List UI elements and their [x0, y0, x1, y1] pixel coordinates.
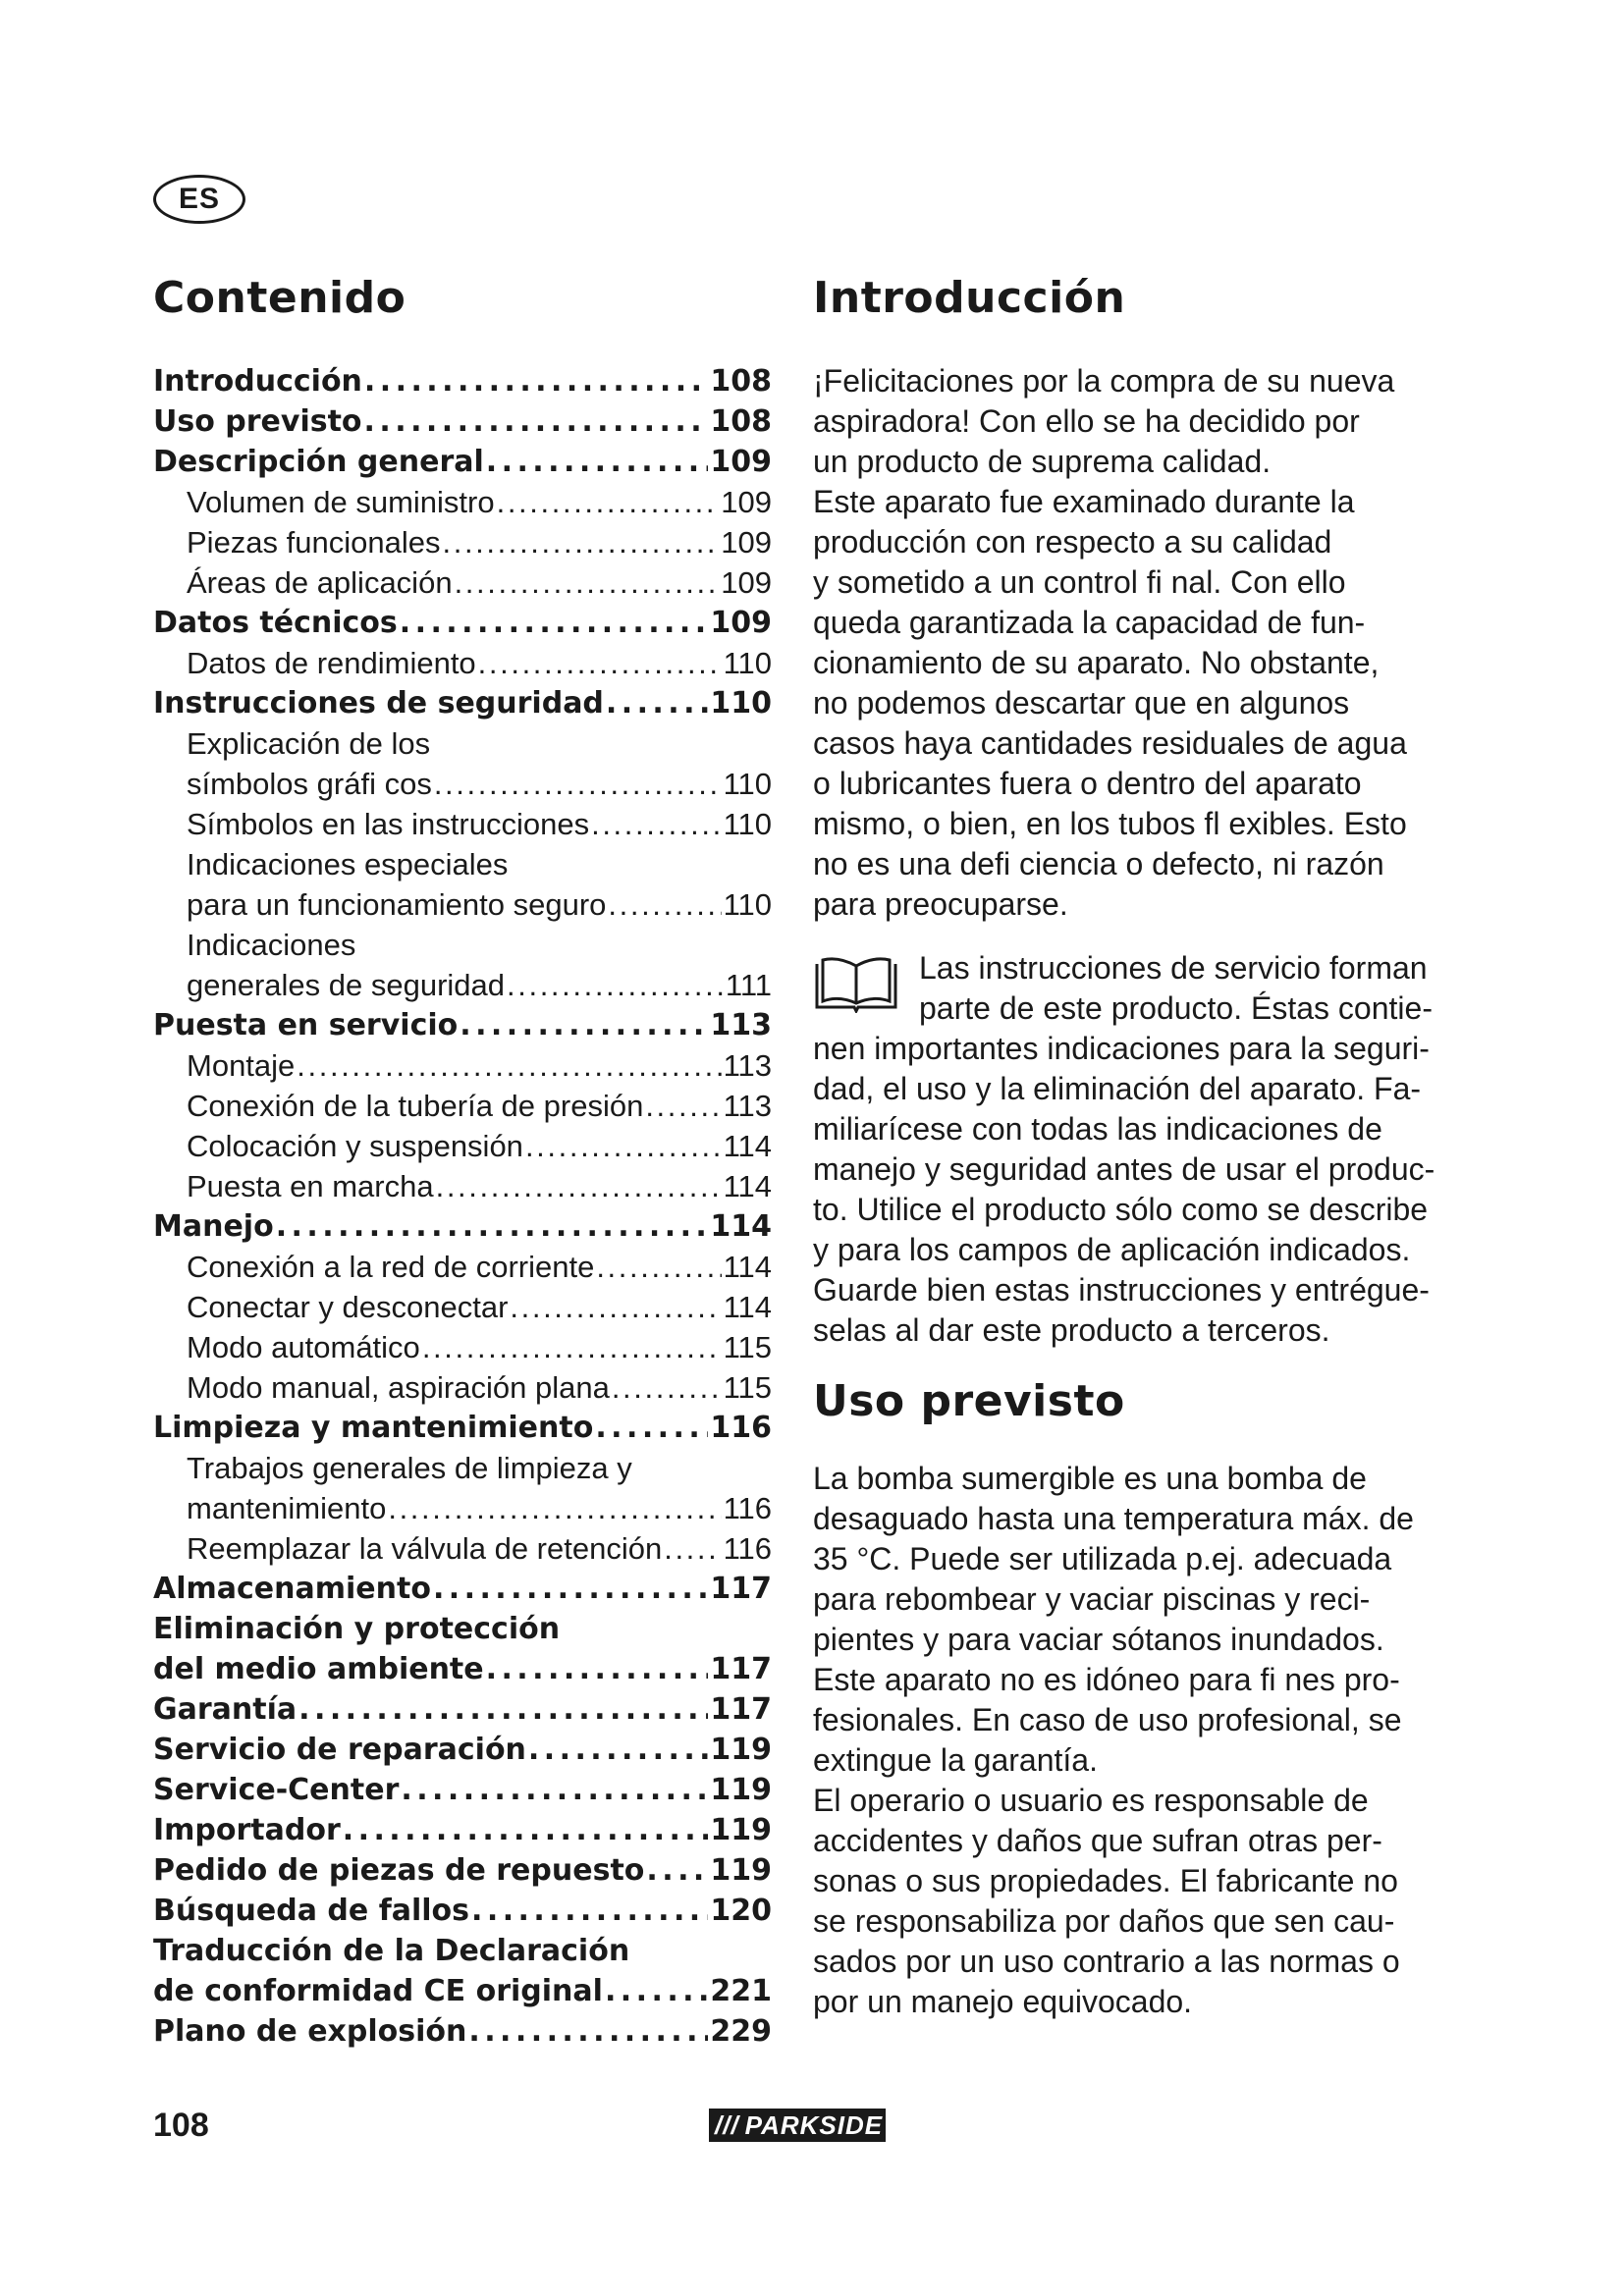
- toc-entry-page: 109: [710, 606, 772, 640]
- toc-entry: [153, 1931, 772, 1971]
- text-line: ¡Felicitaciones por la compra de su nueva: [813, 363, 1395, 399]
- toc-entry-page: 113: [723, 1048, 772, 1083]
- toc-entry-page: 229: [710, 2014, 772, 2049]
- toc-entry: [153, 562, 772, 603]
- toc-entry: [153, 1569, 772, 1609]
- toc-leader-dots: [596, 1247, 721, 1287]
- toc-entry-page: 114: [723, 1250, 772, 1284]
- toc-entry: [153, 401, 772, 442]
- introduction-title: Introducción: [813, 273, 1126, 323]
- toc-entry-title: Indicaciones especiales: [187, 847, 509, 881]
- text-line: pientes y para vaciar sótanos inundados.: [813, 1622, 1384, 1657]
- toc-entry-title: Pedido de piezas de repuesto: [153, 1853, 645, 1888]
- toc-leader-dots: [400, 603, 709, 643]
- toc-entry-page: 108: [710, 364, 772, 399]
- text-line: Guarde bien estas instrucciones y entrégue-: [813, 1272, 1430, 1308]
- toc-entry: [153, 1327, 772, 1367]
- toc-entry: [153, 361, 772, 401]
- toc-entry-title: mantenimiento: [187, 1491, 387, 1525]
- toc-entry-page: 117: [710, 1572, 772, 1606]
- safety-note: [813, 948, 1441, 1351]
- toc-leader-dots: [528, 1730, 708, 1770]
- logo-text: PARKSIDE: [744, 2109, 884, 2140]
- toc-entry: [153, 603, 772, 643]
- text-line: nen importantes indicaciones para la seguri-: [813, 1031, 1430, 1066]
- toc-entry: [153, 1770, 772, 1810]
- toc-entry: [153, 522, 772, 562]
- toc-entry: [153, 1448, 772, 1488]
- text-line: un producto de suprema calidad.: [813, 444, 1272, 479]
- toc-entry: [153, 1488, 772, 1528]
- text-line: Las instrucciones de servicio forman: [919, 950, 1428, 986]
- toc-entry-title: Introducción: [153, 364, 362, 399]
- text-line: desaguado hasta una temperatura máx. de: [813, 1501, 1414, 1536]
- toc-leader-dots: [612, 1367, 722, 1408]
- text-line: por un manejo equivocado.: [813, 1984, 1193, 2019]
- toc-entry-page: 115: [723, 1370, 772, 1405]
- toc-leader-dots: [434, 764, 722, 804]
- toc-leader-dots: [468, 2011, 708, 2052]
- toc-leader-dots: [606, 683, 708, 723]
- text-line: o lubricantes fuera o dentro del aparato: [813, 766, 1362, 801]
- toc-entry-page: 111: [725, 968, 772, 1002]
- toc-entry-title: Búsqueda de fallos: [153, 1894, 470, 1928]
- toc-entry-page: 108: [710, 404, 772, 439]
- toc-entry-page: 119: [710, 1773, 772, 1807]
- text-line: Este aparato no es idóneo para fi nes pro-: [813, 1662, 1400, 1697]
- toc-entry: [153, 1408, 772, 1448]
- text-line: fesionales. En caso de uso profesional, se: [813, 1702, 1402, 1737]
- toc-entry-page: 110: [723, 807, 772, 841]
- text-line: para rebombear y vaciar piscinas y reci-: [813, 1581, 1371, 1617]
- toc-entry: [153, 1045, 772, 1086]
- toc-entry: [153, 1126, 772, 1166]
- toc-entry-page: 109: [721, 485, 772, 519]
- toc-entry: [153, 884, 772, 925]
- toc-entry-title: Piezas funcionales: [187, 525, 441, 560]
- toc-entry: [153, 1609, 772, 1649]
- toc-entry: [153, 1891, 772, 1931]
- text-line: selas al dar este producto a terceros.: [813, 1312, 1330, 1348]
- toc-leader-dots: [455, 562, 720, 603]
- toc-entry-title: Conexión a la red de corriente: [187, 1250, 595, 1284]
- toc-entry-title: generales de seguridad: [187, 968, 506, 1002]
- text-line: accidentes y daños que sufran otras per-: [813, 1823, 1382, 1858]
- toc-entry-page: 109: [721, 525, 772, 560]
- toc-leader-dots: [433, 1569, 708, 1609]
- toc-leader-dots: [486, 442, 709, 482]
- text-line: aspiradora! Con ello se ha decidido por: [813, 403, 1360, 439]
- toc-entry: [153, 764, 772, 804]
- toc-entry-title: Símbolos en las instrucciones: [187, 807, 590, 841]
- toc-entry-page: 119: [710, 1813, 772, 1847]
- toc-entry-title: Importador: [153, 1813, 341, 1847]
- toc-entry-title: Limpieza y mantenimiento: [153, 1411, 594, 1445]
- toc-leader-dots: [478, 643, 722, 683]
- toc-entry: [153, 1810, 772, 1850]
- toc-entry: [153, 1971, 772, 2011]
- intended-use-title: Uso previsto: [813, 1376, 1125, 1426]
- text-line: sonas o sus propiedades. El fabricante no: [813, 1863, 1398, 1898]
- toc-leader-dots: [510, 1287, 721, 1327]
- text-line: no es una defi ciencia o defecto, ni razón: [813, 846, 1384, 881]
- toc-entry-page: 117: [710, 1692, 772, 1727]
- toc-entry-title: del medio ambiente: [153, 1652, 484, 1686]
- text-line: dad, el uso y la eliminación del aparato. Fa-: [813, 1071, 1422, 1106]
- toc-entry-page: 115: [723, 1330, 772, 1364]
- toc-entry: [153, 482, 772, 522]
- contents-title: Contenido: [153, 273, 406, 323]
- text-line: cionamiento de su aparato. No obstante,: [813, 645, 1380, 680]
- toc-entry: [153, 965, 772, 1005]
- toc-entry-title: Almacenamiento: [153, 1572, 431, 1606]
- toc-entry-title: Service-Center: [153, 1773, 400, 1807]
- text-line: no podemos descartar que en algunos: [813, 685, 1350, 721]
- toc-entry-title: Garantía: [153, 1692, 298, 1727]
- toc-entry-title: Conectar y desconectar: [187, 1290, 509, 1324]
- toc-entry: [153, 723, 772, 764]
- toc-leader-dots: [645, 1086, 721, 1126]
- introduction-paragraph: [813, 361, 1441, 925]
- toc-entry-title: Traducción de la Declaración: [153, 1934, 630, 1968]
- toc-entry-title: Instrucciones de seguridad: [153, 686, 604, 721]
- toc-leader-dots: [364, 401, 709, 442]
- toc-leader-dots: [276, 1206, 709, 1247]
- toc-leader-dots: [436, 1166, 722, 1206]
- toc-entry: [153, 804, 772, 844]
- toc-leader-dots: [525, 1126, 722, 1166]
- toc-entry-title: Datos técnicos: [153, 606, 398, 640]
- toc-entry-title: Descripción general: [153, 445, 484, 479]
- text-line: sados por un uso contrario a las normas o: [813, 1944, 1400, 1979]
- toc-entry: [153, 643, 772, 683]
- text-column: [813, 267, 1441, 2022]
- toc-entry: [153, 1247, 772, 1287]
- toc-leader-dots: [608, 884, 721, 925]
- toc-entry-page: 110: [723, 887, 772, 922]
- toc-entry-title: Indicaciones: [187, 928, 356, 962]
- language-badge: ES: [153, 175, 245, 224]
- toc-entry-title: Explicación de los: [187, 726, 431, 761]
- toc-entry-page: 116: [723, 1531, 772, 1566]
- toc-entry-title: Trabajos generales de limpieza y: [187, 1451, 632, 1485]
- text-line: La bomba sumergible es una bomba de: [813, 1461, 1367, 1496]
- toc-entry: [153, 1528, 772, 1569]
- toc-entry-page: 117: [710, 1652, 772, 1686]
- logo-slashes: ///: [715, 2109, 739, 2140]
- text-line: El operario o usuario es responsable de: [813, 1783, 1369, 1818]
- toc-entry: [153, 1287, 772, 1327]
- intended-use-paragraph: [813, 1459, 1441, 2022]
- toc-entry-title: de conformidad CE original: [153, 1974, 603, 2008]
- toc-entry-page: 110: [723, 767, 772, 801]
- text-line: 35 °C. Puede ser utilizada p.ej. adecuada: [813, 1541, 1392, 1576]
- text-line: Este aparato fue examinado durante la: [813, 484, 1355, 519]
- toc-entry-page: 114: [723, 1169, 772, 1203]
- parkside-logo: [709, 2109, 886, 2142]
- toc-leader-dots: [497, 482, 720, 522]
- text-line: queda garantizada la capacidad de fun-: [813, 605, 1366, 640]
- toc-entry-title: Colocación y suspensión: [187, 1129, 523, 1163]
- toc-entry-page: 109: [710, 445, 772, 479]
- text-line: y para los campos de aplicación indicados.: [813, 1232, 1411, 1267]
- toc-entry-title: Volumen de suministro: [187, 485, 495, 519]
- toc-entry-page: 114: [723, 1290, 772, 1324]
- toc-entry: [153, 1649, 772, 1689]
- toc-entry: [153, 1367, 772, 1408]
- text-line: casos haya cantidades residuales de agua: [813, 725, 1407, 761]
- toc-entry: [153, 1086, 772, 1126]
- toc-entry-page: 110: [723, 646, 772, 680]
- toc-entry-page: 119: [710, 1733, 772, 1767]
- toc-leader-dots: [364, 361, 708, 401]
- toc-entry-title: Reemplazar la válvula de retención: [187, 1531, 663, 1566]
- toc-entry-title: Modo manual, aspiración plana: [187, 1370, 610, 1405]
- toc-entry: [153, 683, 772, 723]
- toc-entry: [153, 925, 772, 965]
- toc-entry: [153, 1166, 772, 1206]
- toc-entry-page: 110: [710, 686, 772, 721]
- text-line: to. Utilice el producto sólo como se describe: [813, 1192, 1429, 1227]
- text-line: mismo, o bien, en los tubos fl exibles. Esto: [813, 806, 1407, 841]
- toc-entry-title: Eliminación y protección: [153, 1612, 561, 1646]
- toc-entry-page: 109: [721, 565, 772, 600]
- contents-column: [153, 267, 772, 2052]
- toc-entry-title: Áreas de aplicación: [187, 565, 453, 600]
- toc-leader-dots: [460, 1005, 708, 1045]
- toc-leader-dots: [664, 1528, 721, 1569]
- toc-entry: [153, 442, 772, 482]
- toc-leader-dots: [507, 965, 724, 1005]
- text-line: miliarícese con todas las indicaciones de: [813, 1111, 1382, 1147]
- toc-entry-title: Datos de rendimiento: [187, 646, 476, 680]
- toc-entry-title: Conexión de la tubería de presión: [187, 1089, 644, 1123]
- toc-entry-title: Plano de explosión: [153, 2014, 467, 2049]
- toc-entry-title: para un funcionamiento seguro: [187, 887, 607, 922]
- toc-entry: [153, 1850, 772, 1891]
- toc-entry: [153, 2011, 772, 2052]
- toc-leader-dots: [591, 804, 721, 844]
- text-line: manejo y seguridad antes de usar el produc-: [813, 1151, 1435, 1187]
- toc-leader-dots: [605, 1971, 708, 2011]
- toc-leader-dots: [646, 1850, 708, 1891]
- toc-entry-page: 114: [723, 1129, 772, 1163]
- toc-entry-page: 113: [723, 1089, 772, 1123]
- text-line: y sometido a un control fi nal. Con ello: [813, 564, 1346, 600]
- toc-entry-title: Manejo: [153, 1209, 274, 1244]
- toc-entry: [153, 1730, 772, 1770]
- toc-entry: [153, 1206, 772, 1247]
- toc-entry: [153, 1689, 772, 1730]
- text-line: para preocuparse.: [813, 886, 1068, 922]
- note-paragraph: [813, 948, 1441, 1351]
- toc-leader-dots: [401, 1770, 708, 1810]
- toc-leader-dots: [471, 1891, 708, 1931]
- text-line: producción con respecto a su calidad: [813, 524, 1332, 560]
- toc-entry-page: 120: [710, 1894, 772, 1928]
- toc-entry: [153, 844, 772, 884]
- toc-leader-dots: [595, 1408, 708, 1448]
- toc-entry-page: 116: [710, 1411, 772, 1445]
- toc-leader-dots: [298, 1689, 708, 1730]
- book-icon: [813, 954, 899, 1013]
- page-number: 108: [153, 2107, 209, 2144]
- toc-entry-page: 113: [710, 1008, 772, 1042]
- toc-leader-dots: [422, 1327, 722, 1367]
- text-line: se responsabiliza por daños que sen cau-: [813, 1903, 1395, 1939]
- toc-leader-dots: [388, 1488, 721, 1528]
- toc-entry-title: Uso previsto: [153, 404, 362, 439]
- toc-entry-page: 114: [710, 1209, 772, 1244]
- toc-entry-page: 221: [710, 1974, 772, 2008]
- toc-entry-page: 116: [723, 1491, 772, 1525]
- toc-entry-title: Modo automático: [187, 1330, 420, 1364]
- toc-entry-title: Puesta en servicio: [153, 1008, 459, 1042]
- toc-leader-dots: [486, 1649, 709, 1689]
- toc-leader-dots: [343, 1810, 709, 1850]
- toc-leader-dots: [443, 522, 720, 562]
- toc-entry: [153, 1005, 772, 1045]
- text-line: parte de este producto. Éstas contie-: [919, 990, 1433, 1026]
- toc-entry-title: símbolos gráfi cos: [187, 767, 432, 801]
- toc-leader-dots: [297, 1045, 721, 1086]
- toc-entry-title: Montaje: [187, 1048, 296, 1083]
- text-line: extingue la garantía.: [813, 1742, 1098, 1778]
- toc-entry-page: 119: [710, 1853, 772, 1888]
- toc-entry-title: Servicio de reparación: [153, 1733, 526, 1767]
- table-of-contents: [153, 361, 772, 2052]
- toc-entry-title: Puesta en marcha: [187, 1169, 434, 1203]
